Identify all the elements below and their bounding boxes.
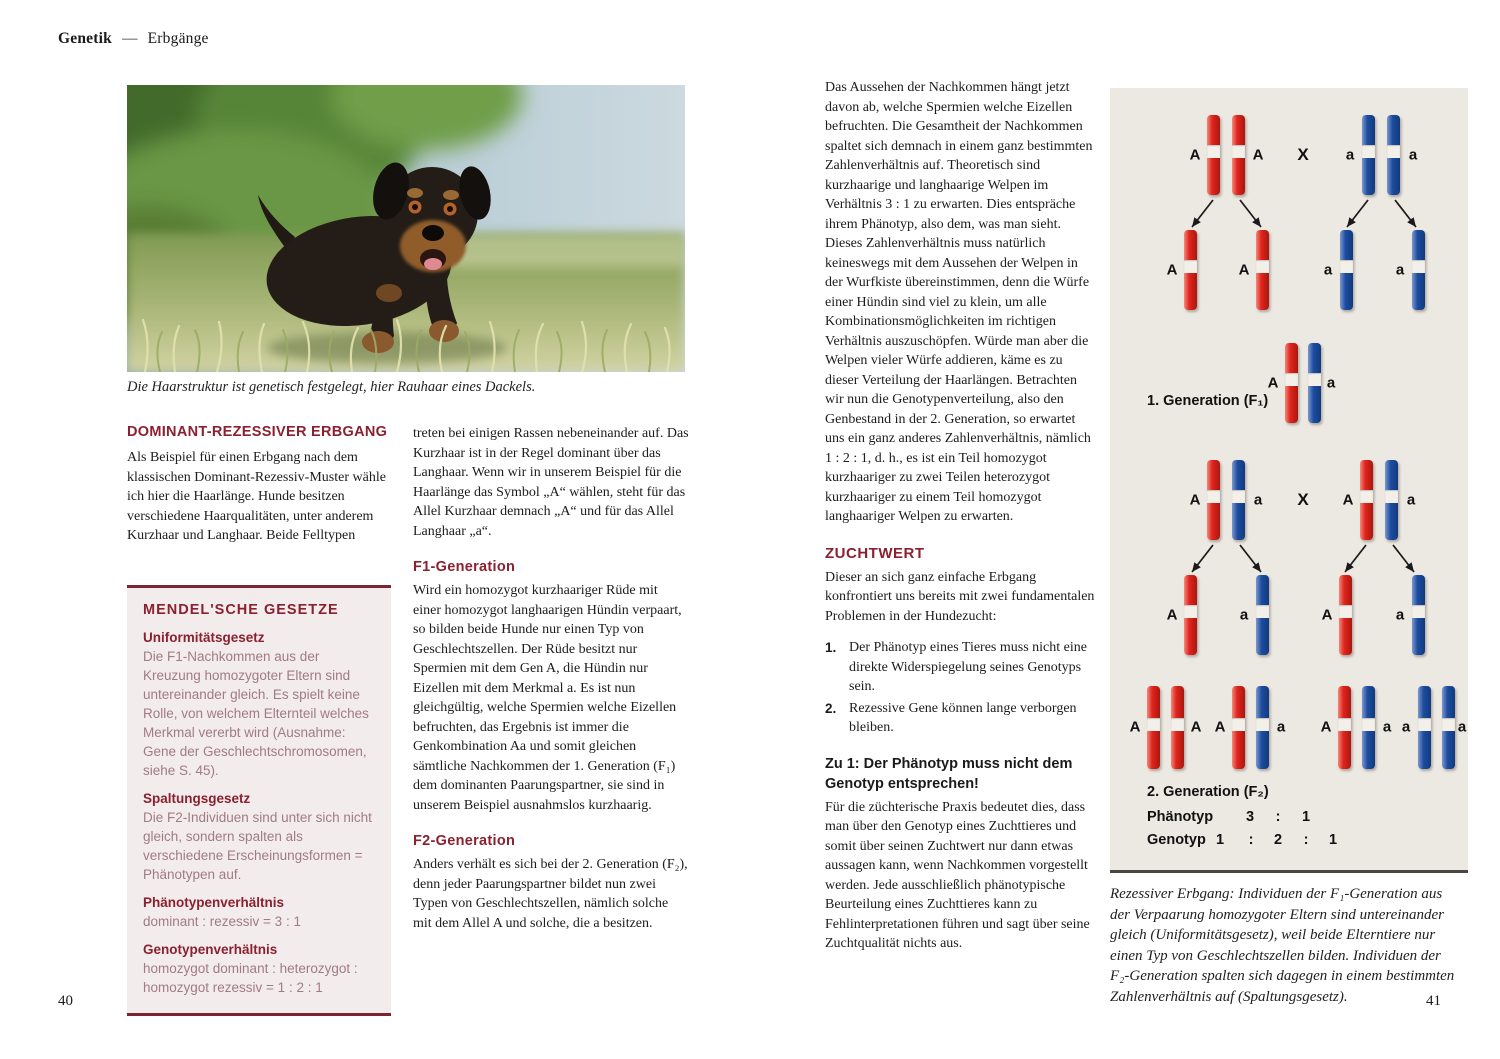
centromere-band bbox=[1207, 490, 1220, 503]
diagram-text: : bbox=[1248, 832, 1254, 848]
paragraph-f1-generation: Wird ein homozygot kurzhaariger Rüde mit einer homozygot langhaarigen Hündin verpaart, so bilden beide Hunde nur einen Typ von Geschlechtszellen. Der Rüde besitzt nur Spermien mit dem Gen A, die Hündin nur Eizellen mit dem Merkmal a. Es ist nun gleichgültig, welche Spermien welche Eizellen befruchten, das Ergebnis ist immer die Genkombination Aa und somit gleichen sämtliche Nachkommen der 1. Generation (F₁) dem dominanten Paarungspartner, sie sind in unserem Beispiel ausnahmslos kurzhaarig. bbox=[413, 583, 682, 813]
chromosome-a bbox=[1256, 575, 1269, 655]
allele-label: a bbox=[1323, 261, 1333, 279]
mendel-section-text: Die F1-Nachkommen aus der Kreuzung homozygoter Eltern sind untereinander gleich. Es spielt keine Rolle, von welchem Elternteil welches Merkmal vererbt wird (Ausnahme: Gene der Geschlechtschromosomen, siehe S. 45). bbox=[143, 649, 369, 778]
allele-label: a bbox=[1395, 261, 1405, 279]
chromosome-A bbox=[1207, 115, 1220, 195]
paragraph-continuation: treten bei einigen Rassen nebeneinander auf. Das Kurzhaar ist in der Regel dominant über das Langhaar. Wenn wir in unserem Beispiel für die Haarlänge das Symbol „A“ wählen, steht für das Allel Kurzhaar demnach „A“ und für das Allel Langhaar „a“. bbox=[413, 426, 689, 539]
chromosome-a bbox=[1385, 460, 1398, 540]
page-number-left: 40 bbox=[58, 993, 73, 1009]
allele-label: A bbox=[1189, 146, 1201, 164]
chromosome-A bbox=[1232, 115, 1245, 195]
centromere-band bbox=[1184, 260, 1197, 273]
chromosome-a bbox=[1418, 686, 1431, 769]
section-heading-dominant-rezessiv: DOMINANT-REZESSIVER ERBGANG bbox=[127, 424, 388, 440]
allele-label: a bbox=[1401, 718, 1411, 736]
paragraph-offspring-ratios: Das Aussehen der Nachkommen hängt jetzt davon ab, welche Spermien welche Eizellen befruchten. Die Gesamtheit der Nachkommen spaltet sich demnach in einem ganz bestimmten Zahlenverhältnis auf. Theoretisch sind kurzhaarige und langhaarige Welpen im Verhältnis 3 : 1 zu erwarten. Dies entspräche ihrem Phänotyp, also dem, was man sieht. Dieses Zahlenverhältnis muss natürlich keineswegs mit dem Aussehen der Welpen in der Wurfkiste übereinstimmen, denn die Würfe einer Hündin sind viel zu klein, um alle Kombinationsmöglichkeiten im richtigen Verhältnis auszuschöpfen. Würde man aber die Welpen vieler Würfe addieren, käme es zu dieser Verteilung der Haarlängen. Betrachten wir nun die Genotypenverteilung, also den Genbestand in der 2. Generation, so erwartet uns ein ganz anderes Zahlenverhältnis, nämlich 1 : 2 : 1, d. h., es ist ein Teil homozygot kurzhaariger zu zwei Teilen heterozygot kurzhaariger zu einem Teil homozygot langhaariger Welpen zu erwarten. bbox=[825, 80, 1093, 524]
mendel-section-text: Die F2-Individuen sind unter sich nicht gleich, sondern spalten als verschiedene Erscheinungsformen = Phänotypen auf. bbox=[143, 810, 372, 882]
inheritance-diagram-panel bbox=[1110, 88, 1468, 873]
page-number-right: 41 bbox=[1426, 993, 1441, 1009]
allele-label: A bbox=[1166, 261, 1178, 279]
centromere-band bbox=[1285, 373, 1298, 386]
centromere-band bbox=[1340, 260, 1353, 273]
chromosome-A bbox=[1360, 460, 1373, 540]
diagram-text: 2. Generation (F₂) bbox=[1147, 784, 1269, 800]
chromosome-a bbox=[1232, 460, 1245, 540]
mendel-box-sections bbox=[143, 630, 375, 997]
allele-label: A bbox=[1267, 374, 1279, 392]
centromere-band bbox=[1308, 373, 1321, 386]
paragraph-zu1: Für die züchterische Praxis bedeutet dies, dass man über den Genotyp eines Zuchttieres und somit über seinen Zuchtwert nur dann etwas aussagen kann, wenn Nachkommen vorgestellt werden. Jede ausschließlich phänotypische Beurteilung eines Zuchttieres kann zu Fehlinterpretationen führen und sagt über seine Zuchtqualität nichts aus. bbox=[825, 799, 1090, 951]
allele-label: A bbox=[1238, 261, 1250, 279]
mendel-section-text: homozygot dominant : heterozygot : homozygot rezessiv = 1 : 2 : 1 bbox=[143, 961, 358, 995]
allele-label: a bbox=[1276, 718, 1286, 736]
diagram-text: Phänotyp bbox=[1147, 809, 1214, 825]
paragraph-zuchtwert-intro: Dieser an sich ganz einfache Erbgang konfrontiert uns bereits mit zwei fundamentalen Problemen in der Hundezucht: bbox=[825, 569, 1095, 624]
figure-caption: Rezessiver Erbgang: Individuen der F₁-Generation aus der Verpaarung homozygoter Eltern sind untereinander gleich (Uniformitätsgesetz), weil beide Elterntiere nur einen Typ von Geschlechtszellen bilden. Individuen der F₂-Generation spalten sich dagegen in einem bestimmten Zahlenverhältnis auf (Spaltungsgesetz). bbox=[1110, 886, 1455, 1005]
chromosome-a bbox=[1308, 343, 1321, 423]
allele-label: a bbox=[1395, 606, 1405, 624]
list-item-text: Rezessive Gene können lange verborgen bleiben. bbox=[849, 700, 1077, 735]
centromere-band bbox=[1338, 718, 1351, 731]
chromosome-a bbox=[1412, 230, 1425, 310]
diagram-text: 1. Generation (F₁) bbox=[1147, 393, 1269, 409]
chromosome-A bbox=[1147, 686, 1160, 769]
running-head-section: Genetik bbox=[58, 30, 112, 47]
centromere-band bbox=[1362, 718, 1375, 731]
centromere-band bbox=[1442, 718, 1455, 731]
diagram-text: 1 bbox=[1328, 832, 1338, 848]
dog-photo-illustration bbox=[127, 85, 685, 372]
mendel-box-title: MENDEL'SCHE GESETZE bbox=[143, 602, 339, 618]
centromere-band bbox=[1412, 260, 1425, 273]
chromosome-a bbox=[1412, 575, 1425, 655]
allele-label: A bbox=[1320, 718, 1332, 736]
allele-label: a bbox=[1253, 491, 1263, 509]
heading-zu1: Zu 1: Der Phänotyp muss nicht dem Genotyp entsprechen! bbox=[825, 755, 1073, 792]
heading-f2-generation: F2-Generation bbox=[413, 833, 516, 849]
list-item-number: 1. bbox=[825, 640, 837, 655]
centromere-band bbox=[1387, 145, 1400, 158]
centromere-band bbox=[1360, 490, 1373, 503]
allele-label: A bbox=[1190, 718, 1202, 736]
chromosome-a bbox=[1362, 686, 1375, 769]
centromere-band bbox=[1362, 145, 1375, 158]
mendel-laws-box bbox=[127, 585, 391, 1016]
photo-caption: Die Haarstruktur ist genetisch festgelegt, hier Rauhaar eines Dackels. bbox=[127, 379, 536, 395]
diagram-text: Genotyp bbox=[1147, 832, 1206, 848]
chromosome-a bbox=[1362, 115, 1375, 195]
chromosome-A bbox=[1184, 230, 1197, 310]
centromere-band bbox=[1412, 605, 1425, 618]
mendel-section-heading: Spaltungsgesetz bbox=[143, 791, 251, 806]
paragraph-f2-generation: Anders verhält es sich bei der 2. Generation (F₂), denn jeder Paarungspartner bildet nun zwei Typen von Geschlechtszellen, nämlich solche mit dem Allel A und solche, die a besitzen. bbox=[413, 857, 688, 931]
centromere-band bbox=[1339, 605, 1352, 618]
allele-label: A bbox=[1166, 606, 1178, 624]
centromere-band bbox=[1385, 490, 1398, 503]
chromosome-A bbox=[1285, 343, 1298, 423]
paragraph-dominant-rezessiv: Als Beispiel für einen Erbgang nach dem klassischen Dominant-Rezessiv-Muster wähle ich hier die Haarlänge. Hunde besitzen verschiedene Haarqualitäten, unter anderem Kurzhaar und Langhaar. Beide Felltypen bbox=[127, 450, 386, 543]
running-head-topic: Erbgänge bbox=[147, 30, 209, 47]
centromere-band bbox=[1256, 260, 1269, 273]
diagram-text: 3 bbox=[1245, 809, 1255, 825]
allele-label: a bbox=[1406, 491, 1416, 509]
heading-zuchtwert: ZUCHTWERT bbox=[825, 544, 925, 562]
allele-label: a bbox=[1457, 718, 1467, 736]
mendel-section-heading: Phänotypenverhältnis bbox=[143, 895, 285, 910]
chromosome-A bbox=[1256, 230, 1269, 310]
centromere-band bbox=[1256, 605, 1269, 618]
diagram-text: 1 bbox=[1215, 832, 1225, 848]
list-item bbox=[825, 638, 1097, 697]
chromosome-A bbox=[1232, 686, 1245, 769]
diagram-text: 1 bbox=[1301, 809, 1311, 825]
right-column bbox=[825, 78, 1097, 954]
list-item-text: Der Phänotyp eines Tieres muss nicht eine direkte Widerspiegelung seines Genotyps sein. bbox=[849, 640, 1087, 694]
allele-label: A bbox=[1129, 718, 1141, 736]
chromosome-A bbox=[1207, 460, 1220, 540]
zuchtwert-list bbox=[825, 638, 1097, 738]
centromere-band bbox=[1147, 718, 1160, 731]
list-item bbox=[825, 699, 1097, 738]
list-item-number: 2. bbox=[825, 700, 837, 716]
mendel-section-heading: Uniformitätsgesetz bbox=[143, 630, 265, 645]
centromere-band bbox=[1232, 718, 1245, 731]
left-column-1 bbox=[127, 424, 391, 546]
allele-label: A bbox=[1321, 606, 1333, 624]
cross-symbol: X bbox=[1297, 490, 1309, 509]
centromere-band bbox=[1418, 718, 1431, 731]
heading-f1-generation: F1-Generation bbox=[413, 559, 516, 575]
running-head-separator: — bbox=[121, 30, 138, 47]
chromosome-A bbox=[1339, 575, 1352, 655]
diagram-text: : bbox=[1275, 809, 1281, 825]
mendel-section-text: dominant : rezessiv = 3 : 1 bbox=[143, 914, 301, 929]
centromere-band bbox=[1256, 718, 1269, 731]
cross-symbol: X bbox=[1297, 145, 1309, 164]
allele-label: A bbox=[1342, 491, 1354, 509]
allele-label: a bbox=[1345, 146, 1355, 164]
chromosome-a bbox=[1442, 686, 1455, 769]
mendel-section-heading: Genotypenverhältnis bbox=[143, 942, 278, 957]
allele-label: a bbox=[1239, 606, 1249, 624]
chromosome-A bbox=[1184, 575, 1197, 655]
chromosome-a bbox=[1387, 115, 1400, 195]
diagram-text: 2 bbox=[1273, 832, 1283, 848]
allele-label: a bbox=[1408, 146, 1418, 164]
dog-photo bbox=[127, 85, 685, 372]
allele-label: A bbox=[1189, 491, 1201, 509]
allele-label: a bbox=[1382, 718, 1392, 736]
allele-label: a bbox=[1326, 374, 1336, 392]
centromere-band bbox=[1232, 145, 1245, 158]
diagram-text: : bbox=[1303, 832, 1309, 848]
running-head bbox=[58, 30, 209, 48]
chromosome-a bbox=[1256, 686, 1269, 769]
chromosome-A bbox=[1338, 686, 1351, 769]
centromere-band bbox=[1171, 718, 1184, 731]
centromere-band bbox=[1207, 145, 1220, 158]
allele-label: A bbox=[1214, 718, 1226, 736]
allele-label: A bbox=[1252, 146, 1264, 164]
inheritance-diagram bbox=[1110, 88, 1468, 870]
meiosis-arrows bbox=[1110, 88, 1468, 870]
centromere-band bbox=[1184, 605, 1197, 618]
chromosome-A bbox=[1171, 686, 1184, 769]
centromere-band bbox=[1232, 490, 1245, 503]
left-column-2 bbox=[413, 424, 689, 933]
chromosome-a bbox=[1340, 230, 1353, 310]
